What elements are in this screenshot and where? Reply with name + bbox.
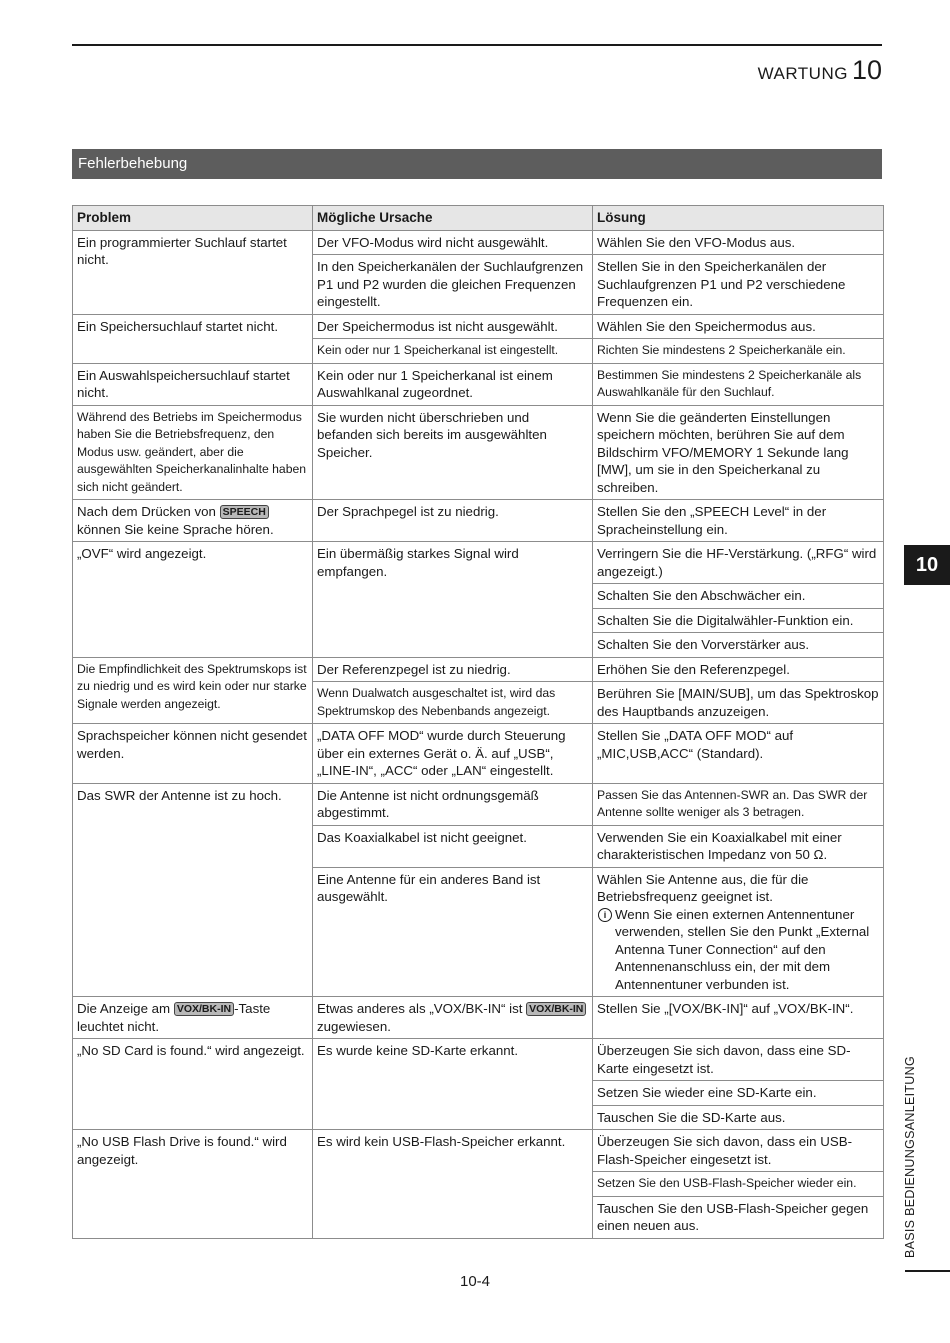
solution-cell: Stellen Sie „DATA OFF MOD“ auf „MIC,USB,ACC“ (Standard). — [593, 724, 884, 784]
problem-cell: Sprachspeicher können nicht gesendet werden. — [73, 724, 313, 784]
vox-bk-in-key-label: VOX/BK-IN — [174, 1002, 234, 1016]
cause-text-post: zugewiesen. — [317, 1018, 391, 1034]
cause-cell: Der Speichermodus ist nicht ausgewählt. — [313, 314, 593, 339]
cause-cell — [313, 997, 593, 1039]
solution-cell: Wählen Sie den VFO-Modus aus. — [593, 230, 884, 255]
solution-cell: Erhöhen Sie den Referenzpegel. — [593, 657, 884, 682]
cause-cell: Eine Antenne für ein anderes Band ist ausgewählt. — [313, 867, 593, 997]
troubleshooting-table — [72, 205, 884, 1239]
problem-cell: „No USB Flash Drive is found.“ wird angezeigt. — [73, 1130, 313, 1239]
problem-text-pre: Nach dem Drücken von — [77, 504, 216, 519]
problem-cell: Während des Betriebs im Speichermodus haben Sie die Betriebsfrequenz, den Modus usw. geändert, aber die ausgewählten Speicherkanalinhalte haben sich nicht geändert. — [73, 405, 313, 500]
solution-cell — [593, 867, 884, 997]
solution-cell: Verringern Sie die HF-Verstärkung. („RFG“ wird angezeigt.) — [593, 542, 884, 584]
table-row — [73, 1130, 884, 1172]
table-row — [73, 997, 884, 1039]
table-row — [73, 230, 884, 255]
note — [597, 906, 879, 994]
vox-bk-in-key-label: VOX/BK-IN — [526, 1002, 586, 1016]
table-row — [73, 542, 884, 584]
table-row — [73, 783, 884, 825]
chapter-heading — [758, 55, 882, 86]
solution-cell: Schalten Sie den Abschwächer ein. — [593, 584, 884, 609]
cause-text-pre: Etwas anderes als „VOX/BK-IN“ ist — [317, 1001, 523, 1016]
solution-cell: Tauschen Sie den USB-Flash-Speicher gegen einen neuen aus. — [593, 1196, 884, 1238]
side-rule — [905, 1270, 950, 1272]
problem-cell: Das SWR der Antenne ist zu hoch. — [73, 783, 313, 997]
note-text: Wenn Sie einen externen Antennentuner verwenden, stellen Sie den Punkt „External Antenna Tuner Connection“ auf den Antennenanschluss ein, der mit dem Antennentuner verbunden ist. — [615, 906, 870, 992]
problem-cell — [73, 997, 313, 1039]
solution-cell: Passen Sie das Antennen-SWR an. Das SWR der Antenne sollte weniger als 3 betragen. — [593, 783, 884, 825]
solution-cell: Überzeugen Sie sich davon, dass ein USB-Flash-Speicher eingesetzt ist. — [593, 1130, 884, 1172]
cause-cell: Der Referenzpegel ist zu niedrig. — [313, 657, 593, 682]
problem-text-post: -Taste leuchtet nicht. — [77, 1001, 271, 1034]
cause-cell: Wenn Dualwatch ausgeschaltet ist, wird das Spektrumskop des Nebenbands angezeigt. — [313, 682, 593, 724]
cause-cell: Es wird kein USB-Flash-Speicher erkannt. — [313, 1130, 593, 1239]
column-header-cause: Mögliche Ursache — [313, 206, 593, 231]
solution-cell: Wählen Sie den Speichermodus aus. — [593, 314, 884, 339]
cause-cell: Der Sprachpegel ist zu niedrig. — [313, 500, 593, 542]
chapter-number: 10 — [851, 55, 882, 85]
solution-cell: Berühren Sie [MAIN/SUB], um das Spektroskop des Hauptbands anzuzeigen. — [593, 682, 884, 724]
solution-cell: Tauschen Sie die SD-Karte aus. — [593, 1105, 884, 1130]
cause-cell: Das Koaxialkabel ist nicht geeignet. — [313, 825, 593, 867]
cause-cell: Kein oder nur 1 Speicherkanal ist eingestellt. — [313, 339, 593, 364]
solution-cell: Setzen Sie wieder eine SD-Karte ein. — [593, 1081, 884, 1106]
column-header-solution: Lösung — [593, 206, 884, 231]
section-title: Fehlerbehebung — [72, 149, 882, 179]
solution-cell: Verwenden Sie ein Koaxialkabel mit einer charakteristischen Impedanz von 50 Ω. — [593, 825, 884, 867]
cause-cell: Kein oder nur 1 Speicherkanal ist einem Auswahlkanal zugeordnet. — [313, 363, 593, 405]
cause-cell: Es wurde keine SD-Karte erkannt. — [313, 1039, 593, 1130]
problem-cell: „OVF“ wird angezeigt. — [73, 542, 313, 658]
problem-cell: „No SD Card is found.“ wird angezeigt. — [73, 1039, 313, 1130]
problem-text-pre: Die Anzeige am — [77, 1001, 171, 1016]
top-rule — [72, 44, 882, 46]
solution-cell: Richten Sie mindestens 2 Speicherkanäle ein. — [593, 339, 884, 364]
table-row — [73, 363, 884, 405]
cause-cell: Der VFO-Modus wird nicht ausgewählt. — [313, 230, 593, 255]
page-number: 10-4 — [459, 1273, 491, 1290]
problem-text-post: können Sie keine Sprache hören. — [77, 521, 274, 537]
column-header-problem: Problem — [73, 206, 313, 231]
cause-cell: Ein übermäßig starkes Signal wird empfangen. — [313, 542, 593, 658]
solution-cell: Stellen Sie den „SPEECH Level“ in der Spracheinstellung ein. — [593, 500, 884, 542]
cause-cell: „DATA OFF MOD“ wurde durch Steuerung über ein externes Gerät o. Ä. auf „USB“, „LINE-IN“, „ACC“ oder „LAN“ eingestellt. — [313, 724, 593, 784]
cause-cell: In den Speicherkanälen der Suchlaufgrenzen P1 und P2 wurden die gleichen Frequenzen eingestellt. — [313, 255, 593, 315]
solution-cell: Setzen Sie den USB-Flash-Speicher wieder ein. — [593, 1172, 884, 1197]
problem-cell: Die Empfindlichkeit des Spektrumskops ist zu niedrig und es wird kein oder nur starke Signale werden angezeigt. — [73, 657, 313, 724]
table-row — [73, 405, 884, 500]
problem-cell — [73, 500, 313, 542]
side-vertical-label: BASIS BEDIENUNGSANLEITUNG — [903, 1056, 917, 1258]
table-row — [73, 500, 884, 542]
solution-cell: Schalten Sie die Digitalwähler-Funktion ein. — [593, 608, 884, 633]
chapter-tab: 10 — [904, 545, 950, 585]
info-circle-icon: i — [598, 908, 612, 922]
table-row — [73, 314, 884, 339]
solution-cell: Bestimmen Sie mindestens 2 Speicherkanäle als Auswahlkanäle für den Suchlauf. — [593, 363, 884, 405]
cause-cell: Die Antenne ist nicht ordnungsgemäß abgestimmt. — [313, 783, 593, 825]
table-row — [73, 657, 884, 682]
table-row — [73, 724, 884, 784]
speech-key-label: SPEECH — [220, 505, 269, 519]
problem-cell: Ein Auswahlspeichersuchlauf startet nicht. — [73, 363, 313, 405]
solution-cell: Stellen Sie „[VOX/BK-IN]“ auf „VOX/BK-IN“. — [593, 997, 884, 1039]
problem-cell: Ein programmierter Suchlauf startet nicht. — [73, 230, 313, 314]
chapter-word: WARTUNG — [757, 64, 848, 83]
cause-cell: Sie wurden nicht überschrieben und befanden sich bereits im ausgewählten Speicher. — [313, 405, 593, 500]
solution-cell: Wenn Sie die geänderten Einstellungen speichern möchten, berühren Sie auf dem Bildschirm VFO/MEMORY 1 Sekunde lang [MW], um sie in den Speicherkanal zu schreiben. — [593, 405, 884, 500]
problem-cell: Ein Speichersuchlauf startet nicht. — [73, 314, 313, 363]
solution-cell: Stellen Sie in den Speicherkanälen der Suchlaufgrenzen P1 und P2 verschiedene Frequenzen ein. — [593, 255, 884, 315]
table-header-row — [73, 206, 884, 231]
solution-cell: Überzeugen Sie sich davon, dass eine SD-Karte eingesetzt ist. — [593, 1039, 884, 1081]
solution-cell: Schalten Sie den Vorverstärker aus. — [593, 633, 884, 658]
table-row — [73, 1039, 884, 1081]
solution-text: Wählen Sie Antenne aus, die für die Betriebsfrequenz geeignet ist. — [597, 871, 809, 904]
